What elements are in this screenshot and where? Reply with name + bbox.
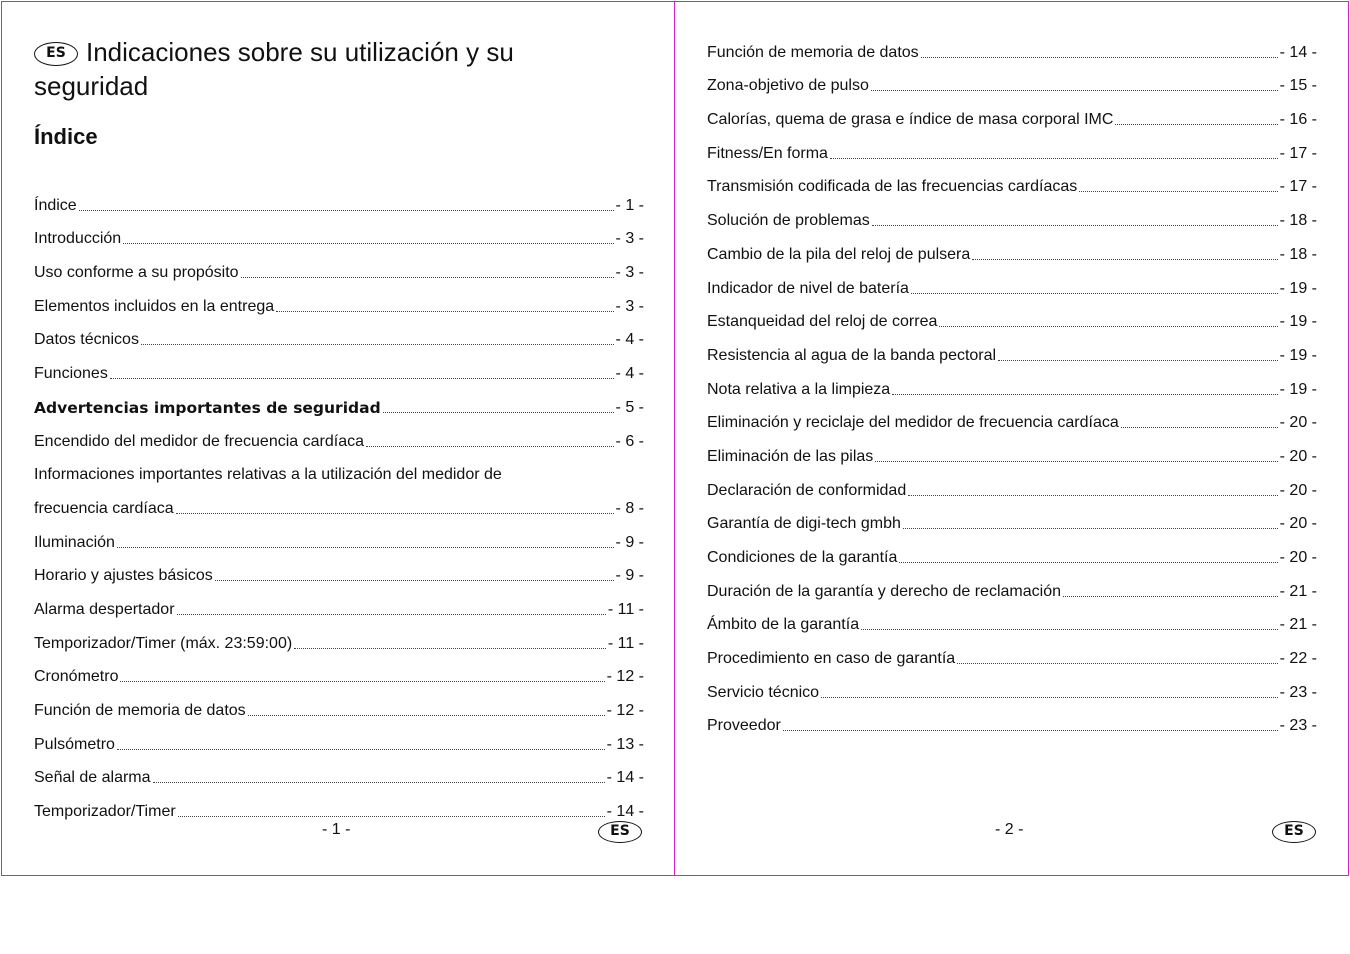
toc-dot-leader [366, 446, 614, 447]
toc-entry-title: Advertencias importantes de seguridad [34, 398, 381, 417]
toc-entry-title: Estanqueidad del reloj de correa [707, 313, 938, 331]
toc-entry-title: Alarma despertador [34, 600, 175, 618]
toc-dot-leader [1063, 596, 1278, 597]
table-of-contents-right [707, 29, 1317, 736]
toc-entry-title: Cronómetro [34, 668, 119, 686]
toc-entry-page: - 15 - [1279, 77, 1317, 95]
page-title-text: Indicaciones sobre su utilización y su seguridad [34, 37, 514, 101]
toc-entry-page: - 13 - [606, 735, 644, 753]
language-badge-es: ES [1272, 821, 1316, 843]
toc-entry-page: - 18 - [1279, 245, 1317, 263]
toc-entry-page: - 3 - [615, 297, 644, 315]
page-title [34, 35, 594, 103]
toc-entry[interactable] [34, 283, 644, 317]
toc-dot-leader [972, 259, 1277, 260]
toc-dot-leader [872, 225, 1278, 226]
toc-dot-leader [939, 326, 1277, 327]
toc-entry-page: - 11 - [607, 600, 644, 618]
toc-entry-title: Señal de alarma [34, 769, 151, 787]
toc-entry-page: - 16 - [1279, 111, 1317, 129]
toc-entry[interactable] [707, 433, 1317, 467]
toc-entry[interactable] [34, 755, 644, 789]
toc-entry-title: Resistencia al agua de la banda pectoral [707, 346, 997, 364]
toc-entry[interactable] [34, 182, 644, 216]
toc-entry-page: - 9 - [615, 533, 644, 551]
toc-entry[interactable] [707, 231, 1317, 265]
toc-entry-title: Introducción [34, 230, 122, 248]
toc-entry-title: Calorías, quema de grasa e índice de masa corporal IMC [707, 111, 1114, 129]
toc-entry-page: - 20 - [1279, 481, 1317, 499]
toc-entry[interactable] [707, 96, 1317, 130]
toc-entry-title: Iluminación [34, 533, 115, 551]
page-number: - 1 - [322, 821, 351, 838]
toc-entry-page: - 18 - [1279, 212, 1317, 230]
toc-entry-page: - 9 - [615, 567, 644, 585]
toc-entry-page: - 1 - [615, 196, 644, 214]
toc-dot-leader [141, 344, 614, 345]
toc-entry-page: - 8 - [615, 499, 644, 517]
left-page [1, 1, 675, 876]
toc-entry-title: Elementos incluidos en la entrega [34, 297, 275, 315]
toc-entry-page: - 14 - [1279, 43, 1317, 61]
toc-entry-title: Encendido del medidor de frecuencia cardíaca [34, 432, 364, 450]
toc-entry-page: - 19 - [1279, 313, 1317, 331]
toc-dot-leader [110, 378, 614, 379]
toc-entry-page: - 22 - [1279, 650, 1317, 668]
index-heading: Índice [34, 124, 98, 149]
toc-dot-leader [921, 57, 1278, 58]
language-badge-es: ES [598, 821, 642, 843]
toc-dot-leader [911, 293, 1278, 294]
toc-entry-title: Fitness/En forma [707, 144, 828, 162]
right-page [674, 1, 1349, 876]
toc-entry-page: - 14 - [606, 803, 644, 821]
toc-dot-leader [117, 547, 614, 548]
toc-entry-page: - 12 - [606, 668, 644, 686]
toc-dot-leader [1079, 191, 1277, 192]
toc-entry-page: - 11 - [607, 634, 644, 652]
toc-dot-leader [383, 412, 614, 413]
toc-entry[interactable] [34, 216, 644, 250]
toc-entry-page: - 19 - [1279, 346, 1317, 364]
toc-entry[interactable] [34, 586, 644, 620]
page-number: - 2 - [995, 821, 1024, 838]
toc-entry-title: Informaciones importantes relativas a la utilización del medidor de [34, 466, 502, 484]
toc-entry[interactable] [707, 63, 1317, 97]
toc-entry[interactable] [707, 534, 1317, 568]
toc-dot-leader [871, 90, 1278, 91]
toc-dot-leader [153, 782, 605, 783]
toc-entry-title: Función de memoria de datos [34, 702, 246, 719]
toc-entry-title: Garantía de digi-tech gmbh [707, 515, 901, 533]
toc-entry[interactable] [34, 384, 644, 418]
toc-entry[interactable] [34, 553, 644, 587]
toc-entry-title: Índice [34, 196, 77, 214]
toc-dot-leader [861, 629, 1278, 630]
toc-entry-title: Pulsómetro [34, 735, 115, 753]
toc-entry-page: - 6 - [615, 432, 644, 450]
toc-entry-page: - 19 - [1279, 380, 1317, 398]
toc-dot-leader [276, 311, 613, 312]
toc-dot-leader [241, 277, 614, 278]
toc-dot-leader [957, 663, 1278, 664]
toc-entry[interactable] [34, 418, 644, 452]
toc-entry[interactable] [34, 485, 644, 519]
toc-dot-leader [1115, 124, 1277, 125]
toc-entry-page: - 20 - [1279, 549, 1317, 566]
toc-entry-title: Funciones [34, 365, 108, 383]
toc-entry-title: Zona-objetivo de pulso [707, 77, 869, 95]
toc-dot-leader [176, 513, 614, 514]
toc-entry[interactable] [34, 687, 644, 721]
toc-dot-leader [117, 749, 605, 750]
toc-entry[interactable] [707, 400, 1317, 434]
toc-entry-title: Temporizador/Timer (máx. 23:59:00) [34, 634, 293, 652]
toc-entry[interactable] [34, 654, 644, 688]
toc-entry-title: Solución de problemas [707, 212, 870, 230]
toc-entry-page: - 14 - [606, 769, 644, 787]
toc-dot-leader [215, 580, 614, 581]
toc-entry-title: Eliminación y reciclaje del medidor de frecuencia cardíaca [707, 414, 1119, 432]
toc-dot-leader [123, 243, 613, 244]
toc-entry-title: Transmisión codificada de las frecuencias cardíacas [707, 178, 1078, 196]
toc-entry-title: Eliminación de las pilas [707, 447, 874, 465]
toc-entry[interactable] [707, 29, 1317, 63]
toc-entry[interactable] [34, 721, 644, 755]
toc-entry[interactable] [707, 602, 1317, 636]
toc-entry-title: Condiciones de la garantía [707, 549, 898, 566]
toc-dot-leader [1121, 427, 1278, 428]
toc-entry[interactable] [707, 568, 1317, 602]
toc-entry-page: - 4 - [615, 365, 644, 383]
toc-dot-leader [892, 394, 1277, 395]
toc-entry-title: Temporizador/Timer [34, 803, 176, 821]
toc-entry[interactable] [707, 366, 1317, 400]
toc-entry-title: Función de memoria de datos [707, 43, 919, 61]
toc-entry-page: - 19 - [1279, 279, 1317, 297]
toc-entry-page: - 20 - [1279, 447, 1317, 465]
toc-entry-title: Servicio técnico [707, 683, 820, 701]
toc-entry[interactable] [707, 467, 1317, 501]
toc-entry-page: - 3 - [615, 230, 644, 248]
toc-entry-title: Horario y ajustes básicos [34, 567, 213, 585]
toc-dot-leader [177, 614, 606, 615]
toc-entry-title: frecuencia cardíaca [34, 499, 174, 517]
toc-dot-leader [899, 562, 1277, 563]
toc-entry-page: - 12 - [606, 702, 644, 719]
toc-entry-title: Ámbito de la garantía [707, 616, 860, 634]
toc-entry[interactable] [34, 249, 644, 283]
toc-entry[interactable] [707, 265, 1317, 299]
toc-entry-page: - 20 - [1279, 515, 1317, 533]
toc-entry-page: - 17 - [1279, 178, 1317, 196]
toc-dot-leader [830, 158, 1278, 159]
toc-entry[interactable] [707, 130, 1317, 164]
toc-entry[interactable] [707, 635, 1317, 669]
toc-entry-page: - 3 - [615, 264, 644, 282]
toc-dot-leader [294, 648, 606, 649]
toc-entry-title: Proveedor [707, 717, 781, 735]
toc-entry[interactable] [34, 788, 644, 822]
toc-entry-title: Datos técnicos [34, 331, 139, 349]
toc-entry[interactable] [34, 317, 644, 351]
toc-entry-page: - 4 - [615, 331, 644, 349]
toc-entry[interactable] [707, 332, 1317, 366]
toc-entry[interactable] [707, 501, 1317, 535]
toc-dot-leader [783, 730, 1278, 731]
toc-entry[interactable] [707, 197, 1317, 231]
table-of-contents-left [34, 182, 644, 822]
toc-entry-title: Duración de la garantía y derecho de reclamación [707, 582, 1061, 600]
toc-entry-page: - 23 - [1279, 717, 1317, 735]
toc-dot-leader [903, 528, 1278, 529]
toc-entry-title: Nota relativa a la limpieza [707, 380, 891, 398]
toc-entry[interactable] [34, 350, 644, 384]
toc-entry-page: - 17 - [1279, 144, 1317, 162]
toc-entry-page: - 23 - [1279, 683, 1317, 701]
language-badge-es: ES [34, 42, 78, 66]
toc-entry[interactable] [707, 703, 1317, 737]
toc-entry-page: - 21 - [1279, 582, 1317, 600]
toc-entry[interactable] [34, 452, 644, 486]
toc-entry[interactable] [34, 519, 644, 553]
toc-entry[interactable] [707, 669, 1317, 703]
toc-dot-leader [998, 360, 1278, 361]
toc-entry-title: Indicador de nivel de batería [707, 279, 909, 297]
toc-entry[interactable] [707, 299, 1317, 333]
toc-entry-page: - 21 - [1279, 616, 1317, 634]
toc-dot-leader [875, 461, 1277, 462]
toc-entry[interactable] [34, 620, 644, 654]
toc-entry-title: Declaración de conformidad [707, 481, 907, 499]
toc-dot-leader [79, 210, 614, 211]
toc-dot-leader [178, 816, 605, 817]
toc-entry[interactable] [707, 164, 1317, 198]
toc-entry-page: - 5 - [615, 398, 644, 416]
toc-dot-leader [120, 681, 604, 682]
toc-entry-title: Procedimiento en caso de garantía [707, 650, 956, 668]
toc-dot-leader [248, 715, 605, 716]
toc-dot-leader [821, 697, 1278, 698]
toc-dot-leader [908, 495, 1277, 496]
toc-entry-title: Uso conforme a su propósito [34, 264, 239, 282]
toc-entry-page: - 20 - [1279, 414, 1317, 432]
toc-entry-title: Cambio de la pila del reloj de pulsera [707, 245, 971, 263]
